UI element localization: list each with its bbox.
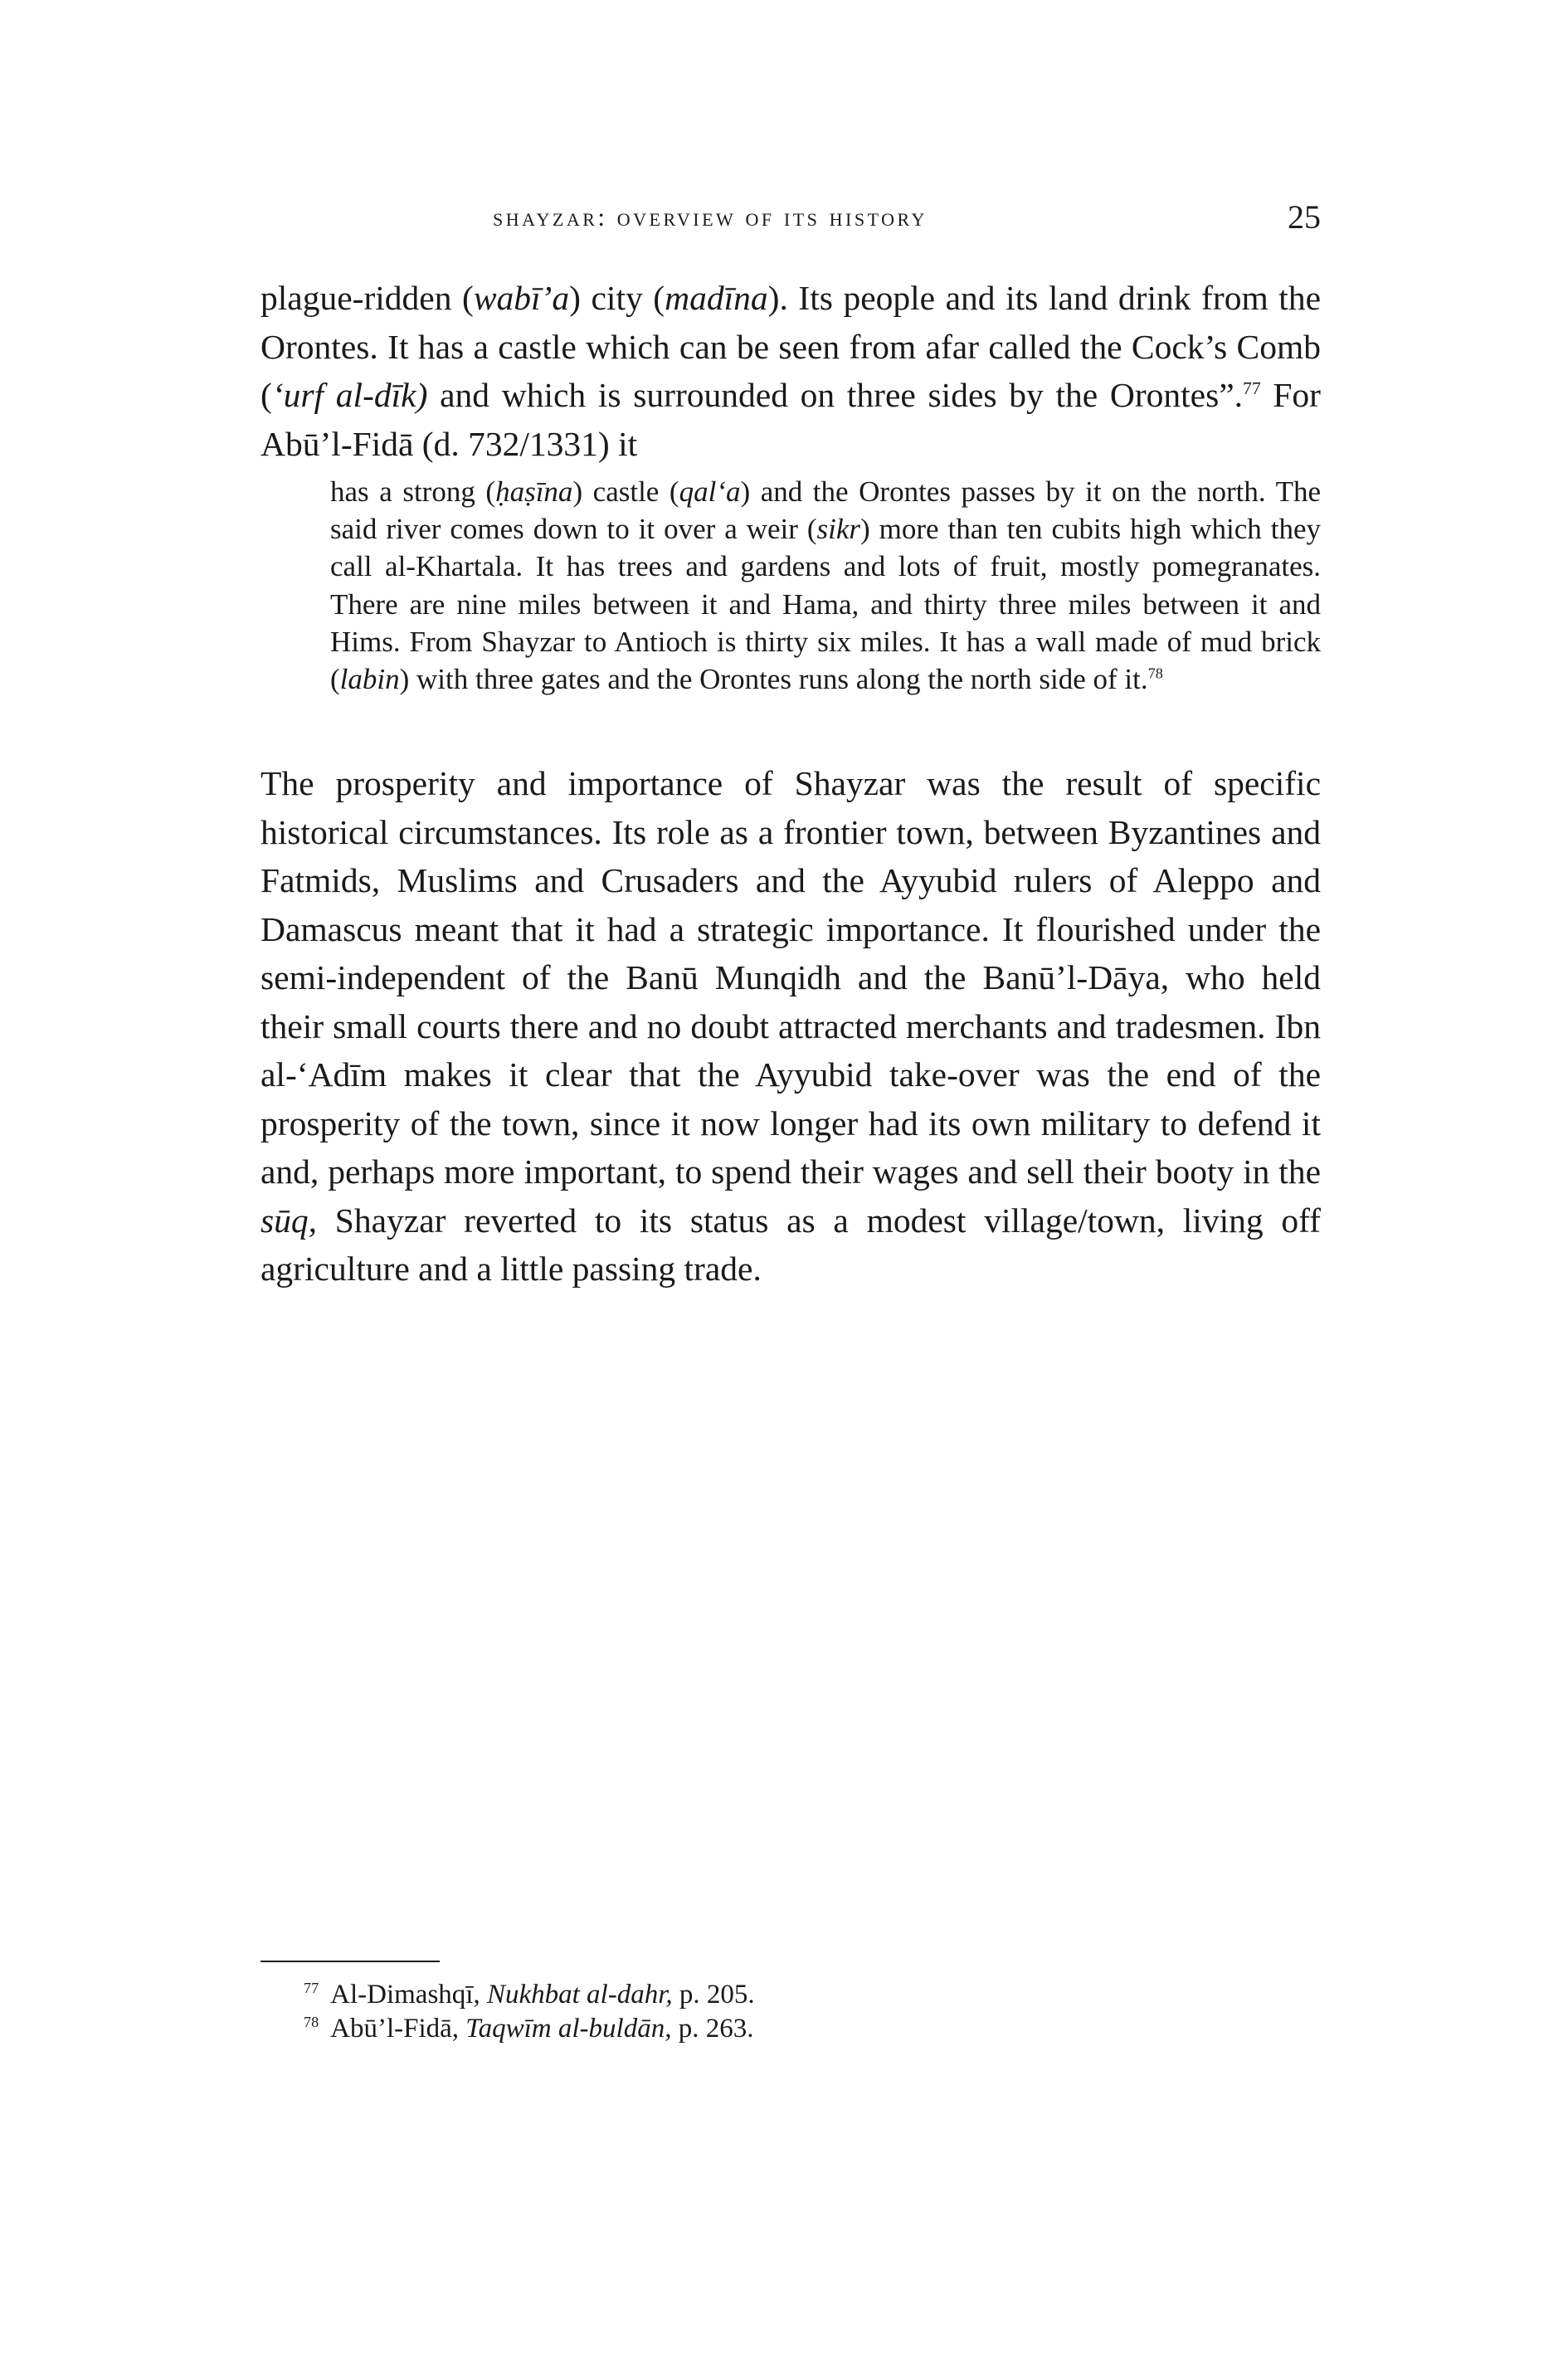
footnote-ref-77: 77 xyxy=(1243,378,1261,399)
footnote-78: $^{78}$ Abū’l-Fidā, Taqwīm al-buldān, p. 263. xyxy=(304,2014,754,2044)
footnote-77: $^{77}$ Al-Dimashqī, Nukhbat al-dahr, p. 205. xyxy=(304,1980,755,2010)
footnote-ref-78: 78 xyxy=(1147,665,1163,682)
running-head: shayzar: overview of its history xyxy=(493,202,928,231)
page-number: 25 xyxy=(1288,198,1321,236)
body-paragraph-1: plague-ridden (wabī’a) city (madīna). Its people and its land drink from the Orontes. It has a castle which can be seen from afar called the Cock’s Comb (‘urf al-dīk) and which is surrounded on three sides by the Orontes”.$^{77}$ For Abū’l-Fidā (d. 732/1331) it xyxy=(261,279,1321,463)
page-header xyxy=(261,197,1321,247)
footnote-number: 77 xyxy=(304,1980,319,1996)
footnote-rule xyxy=(261,1961,440,1962)
footnote-number: 78 xyxy=(304,2014,319,2030)
body-paragraph-2: The prosperity and importance of Shayzar was the result of specific historical circumstances. Its role as a frontier town, between Byzantines and Fatmids, Muslims and Crusaders and the Ayyubid rulers of Aleppo and Damascus meant that it had a strategic importance. It flourished under the semi-independent of the Banū Munqidh and the Banū’l-Dāya, who held their small courts there and no doubt attracted merchants and tradesmen. Ibn al-‘Adīm makes it clear that the Ayyubid take-over was the end of the prosperity of the town, since it now longer had its own military to defend it and, perhaps more important, to spend their wages and sell their booty in the sūq, Shayzar reverted to its status as a modest village/town, living off agriculture and a little passing trade. xyxy=(261,764,1321,1288)
block-quote: has a strong (ḥaṣīna) castle (qal‘a) and the Orontes passes by it on the north. The said river comes down to it over a weir (sikr) more than ten cubits high which they call al-Khartala. It has trees and gardens and lots of fruit, mostly pomegranates. There are nine miles between it and Hama, and thirty three miles between it and Hims. From Shayzar to Antioch is thirty six miles. It has a wall made of mud brick (labin) with three gates and the Orontes runs along the north side of it.$^{78}$ xyxy=(330,475,1322,696)
